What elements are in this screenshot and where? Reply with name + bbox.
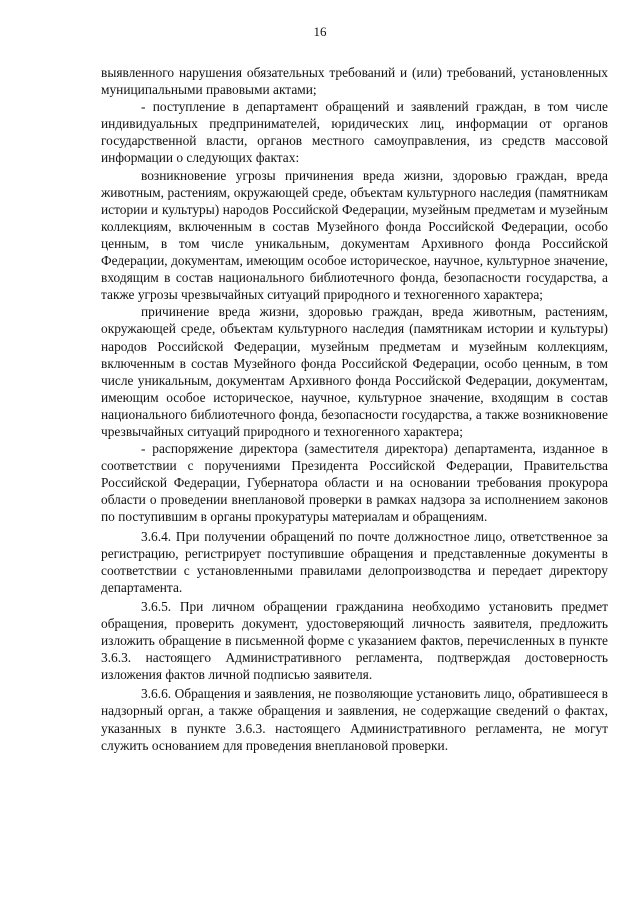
paragraph-appeals: - поступление в департамент обращений и заявлений граждан, в том числе индивидуальных предпринимателей, юридических лиц, информации от органов государственной власти, органов местного самоуправления, из средств массовой информации о следующих фактах: [101,99,608,166]
paragraph-harm: причинение вреда жизни, здоровью граждан, вреда животным, растениям, окружающей среде, объектам культурного наследия (памятникам истории и культуры) народов Российской Федерации, музейным предметам и музейным коллекциям, включенным в состав Музейного фонда Российской Федерации, особо ценным, в том числе уникальным, документам Архивного фонда Российской Федерации, документам, имеющим особое историческое, научное, культурное значение, входящим в состав национального библиотечного фонда, безопасности государства, а также возникновение чрезвычайных ситуаций природного и техногенного характера; [101,304,608,439]
paragraph-3-6-6: 3.6.6. Обращения и заявления, не позволяющие установить лицо, обратившееся в надзорный орган, а также обращения и заявления, не содержащие сведений о фактах, указанных в пункте 3.6.3. настоящего Административного регламента, не могут служить основанием для проведения внеплановой проверки. [101,686,608,753]
document-body [101,64,608,754]
paragraph-director-order: - распоряжение директора (заместителя директора) департамента, изданное в соответствии с поручениями Президента Российской Федерации, Правительства Российской Федерации, Губернатора области и на основании требования прокурора области о проведении внеплановой проверки в рамках надзора за исполнением законов по поступившим в органы прокуратуры материалам и обращениям. [101,441,608,525]
paragraph-3-6-5: 3.6.5. При личном обращении гражданина необходимо установить предмет обращения, проверить документ, удостоверяющий личность заявителя, предложить изложить обращение в письменной форме с указанием фактов, перечисленных в пункте 3.6.3. настоящего Административного регламента, подтверждая достоверность изложения фактов личной подписью заявителя. [101,598,608,683]
page-number: 16 [313,24,327,39]
paragraph-threat: возникновение угрозы причинения вреда жизни, здоровью граждан, вреда животным, растениям, окружающей среде, объектам культурного наследия (памятникам истории и культуры) народов Российской Федерации, музейным предметам и музейным коллекциям, включенным в состав Музейного фонда Российской Федерации, особо ценным, в том числе уникальным, документам Архивного фонда Российской Федерации, документам, имеющим особое историческое, научное, культурное значение, входящим в состав национального библиотечного фонда, безопасности государства, а также угрозы чрезвычайных ситуаций природного и техногенного характера; [101,167,608,303]
paragraph-continuation: выявленного нарушения обязательных требований и (или) требований, установленных муниципальными правовыми актами; [101,65,608,98]
paragraph-3-6-4: 3.6.4. При получении обращений по почте должностное лицо, ответственное за регистрацию, регистрирует поступившие обращения и представленные документы в соответствии с установленными правилами делопроизводства и передает директору департамента. [101,528,608,595]
